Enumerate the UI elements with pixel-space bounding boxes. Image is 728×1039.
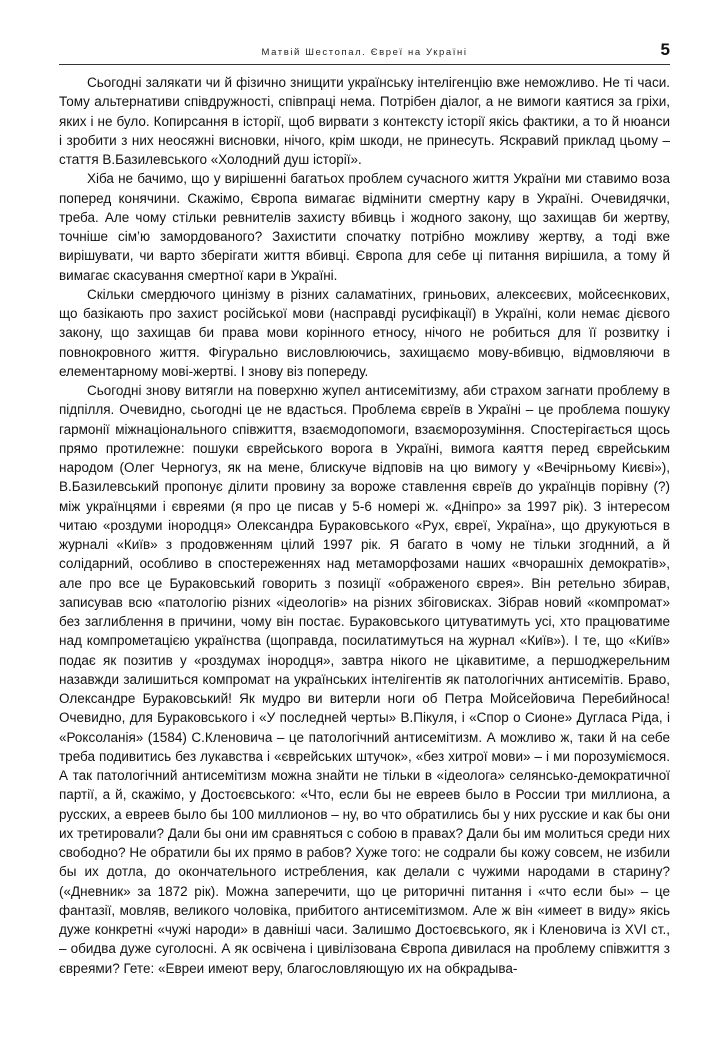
page-header [59,38,670,65]
running-title: Матвій Шестопал. Євреї на Україні [261,47,468,58]
paragraph: Сьогодні залякати чи й фізично знищити українську інтелігенцію вже неможливо. Не ті часи. Тому альтернативи співдружності, співпраці нема. Потрібен діалог, а не вимоги каятися за гріхи, яких і не було. Копирсання в історії, щоб вирвати з контексту історії якісь фактики, а то й нюанси і зробити з них неосяжні висновки, нічого, крім шкоди, не принесуть. Яскравий приклад цьому – стаття В.Базилевського «Холодний душ історії». [59,75,670,167]
paragraph: Скільки смердючого цинізму в різних саламатіних, гриньових, алексеєвих, мойсеєнкових, що базікають про захист російської мови (насправді русифікації) в Україні, коли немає дієвого закону, що захищав би права мови корінного етносу, нічого не робиться для її розвитку і повнокровного життя. Фігурально висловлюючись, захищаємо мову-вбивцю, відмовляючи в елементарному мові-жертві. І знову віз попереду. [59,286,670,379]
paragraph: Хіба не бачимо, що у вирішенні багатьох проблем сучасного життя України ми ставимо воза поперед конячини. Скажімо, Європа вимагає відмінити смертну кару в Україні. Очевидячки, треба. Але чому стільки ревнителів захисту вбивць і жодного закону, що захищав би жертву, точніше сім’ю замордованого? Захистити спочатку потрібно можливу жертву, а тоді вже вирішувати, чи варто зберігати життя вбивці. Європа для себе ці питання вирішила, а тому й вимагає скасування смертної кари в Україні. [59,171,670,283]
page-number: 5 [660,40,670,59]
body-text [59,73,670,978]
paragraph: Сьогодні знову витягли на поверхню жупел антисемітизму, аби страхом загнати проблему в підпілля. Очевидно, сьогодні це не вдасться. Проблема євреїв в Україні – це проблема пошуку гармонії міжнаціонального співжиття, взаємодопомоги, взаєморозуміння. Спостерігається щось прямо протилежне: пошуки єврейського ворога в Україні, вимога каяття перед єврейським народом (Олег Черногуз, як на мене, блискуче відповів на цю вимогу у «Вечірньому Києві»), В.Базилевський пропонує ділити провину за вороже ставлення євреїв до українців порівну (?) між українцями і євреями (я про це писав у 5-6 номері ж. «Дніпро» за 1997 рік). З інтересом читаю «роздуми інородця» Олександра Бураковського «Рух, євреї, Україна», що друкуються в журналі «Київ» з продовженням цілий 1997 рік. Я багато в чому не тільки згоднний, а й солідарний, особливо в спостереженнях над метаморфозами наших «вчорашніх демократів», але про все це Бураковський говорить з позиції «ображеного єврея». Він ретельно збирав, записував всю «патологію різних «ідеологів» на різних збіговисках. Зібрав новий «компромат» без заглиблення в причини, чому він постає. Бураковського цитуватимуть усі, хто працюватиме над компрометацією українства (щоправда, посилатимуться на журнал «Київ»). І те, що «Київ» подає як позитив у «роздумах інородця», завтра нікого не цікавитиме, а першоджерельним назавжди залишиться компромат на українських інтелігентів як патологічних антисемітів. Браво, Олександре Бураковський! Як мудро ви витерли ноги об Петра Мойсейовича Перебийноса! Очевидно, для Бураковського і «У последней черты» В.Пікуля, і «Спор о Сионе» Дугласа Ріда, і «Роксоланія» (1584) С.Кленовича – це патологічний антисемітизм. А можливо ж, таки й на себе треба подивитись без лукавства і «єврейських штучок», «без хитрої мови» – і ми порозуміємося. А так патологічний антисемітизм можна знайти не тільки в «ідеолога» селянсько-демократичної партії, а й, скажімо, у Достоєвського: «Что, если бы не евреев было в России три миллиона, а русских, а евреев было бы 100 миллионов – ну, во что обратились бы у них русские и как бы они их третировали? Дали бы они им сравняться с собою в правах? Дали бы им молиться среди них свободно? Не обратили бы их прямо в рабов? Хуже того: не содрали бы кожу совсем, не избили бы их дотла, до окончательного истребления, как делали с чужими народами в старину? («Дневник» за 1872 рік). Можна заперечити, що це риторичні питання і «что если бы» – це фантазії, мовляв, великого чоловіка, прибитого антисемітизмом. Але ж він «имеет в виду» якісь дуже конкретні «чужі народи» в давніші часи. Залишмо Достоєвського, як і Кленовича із XVI ст., – обидва дуже суголосні. А як освічена і цивілізована Європа дивилася на проблему співжиття з євреями? Гете: «Евреи имеют веру, благословляющую их на обкрадыва- [59,383,670,976]
